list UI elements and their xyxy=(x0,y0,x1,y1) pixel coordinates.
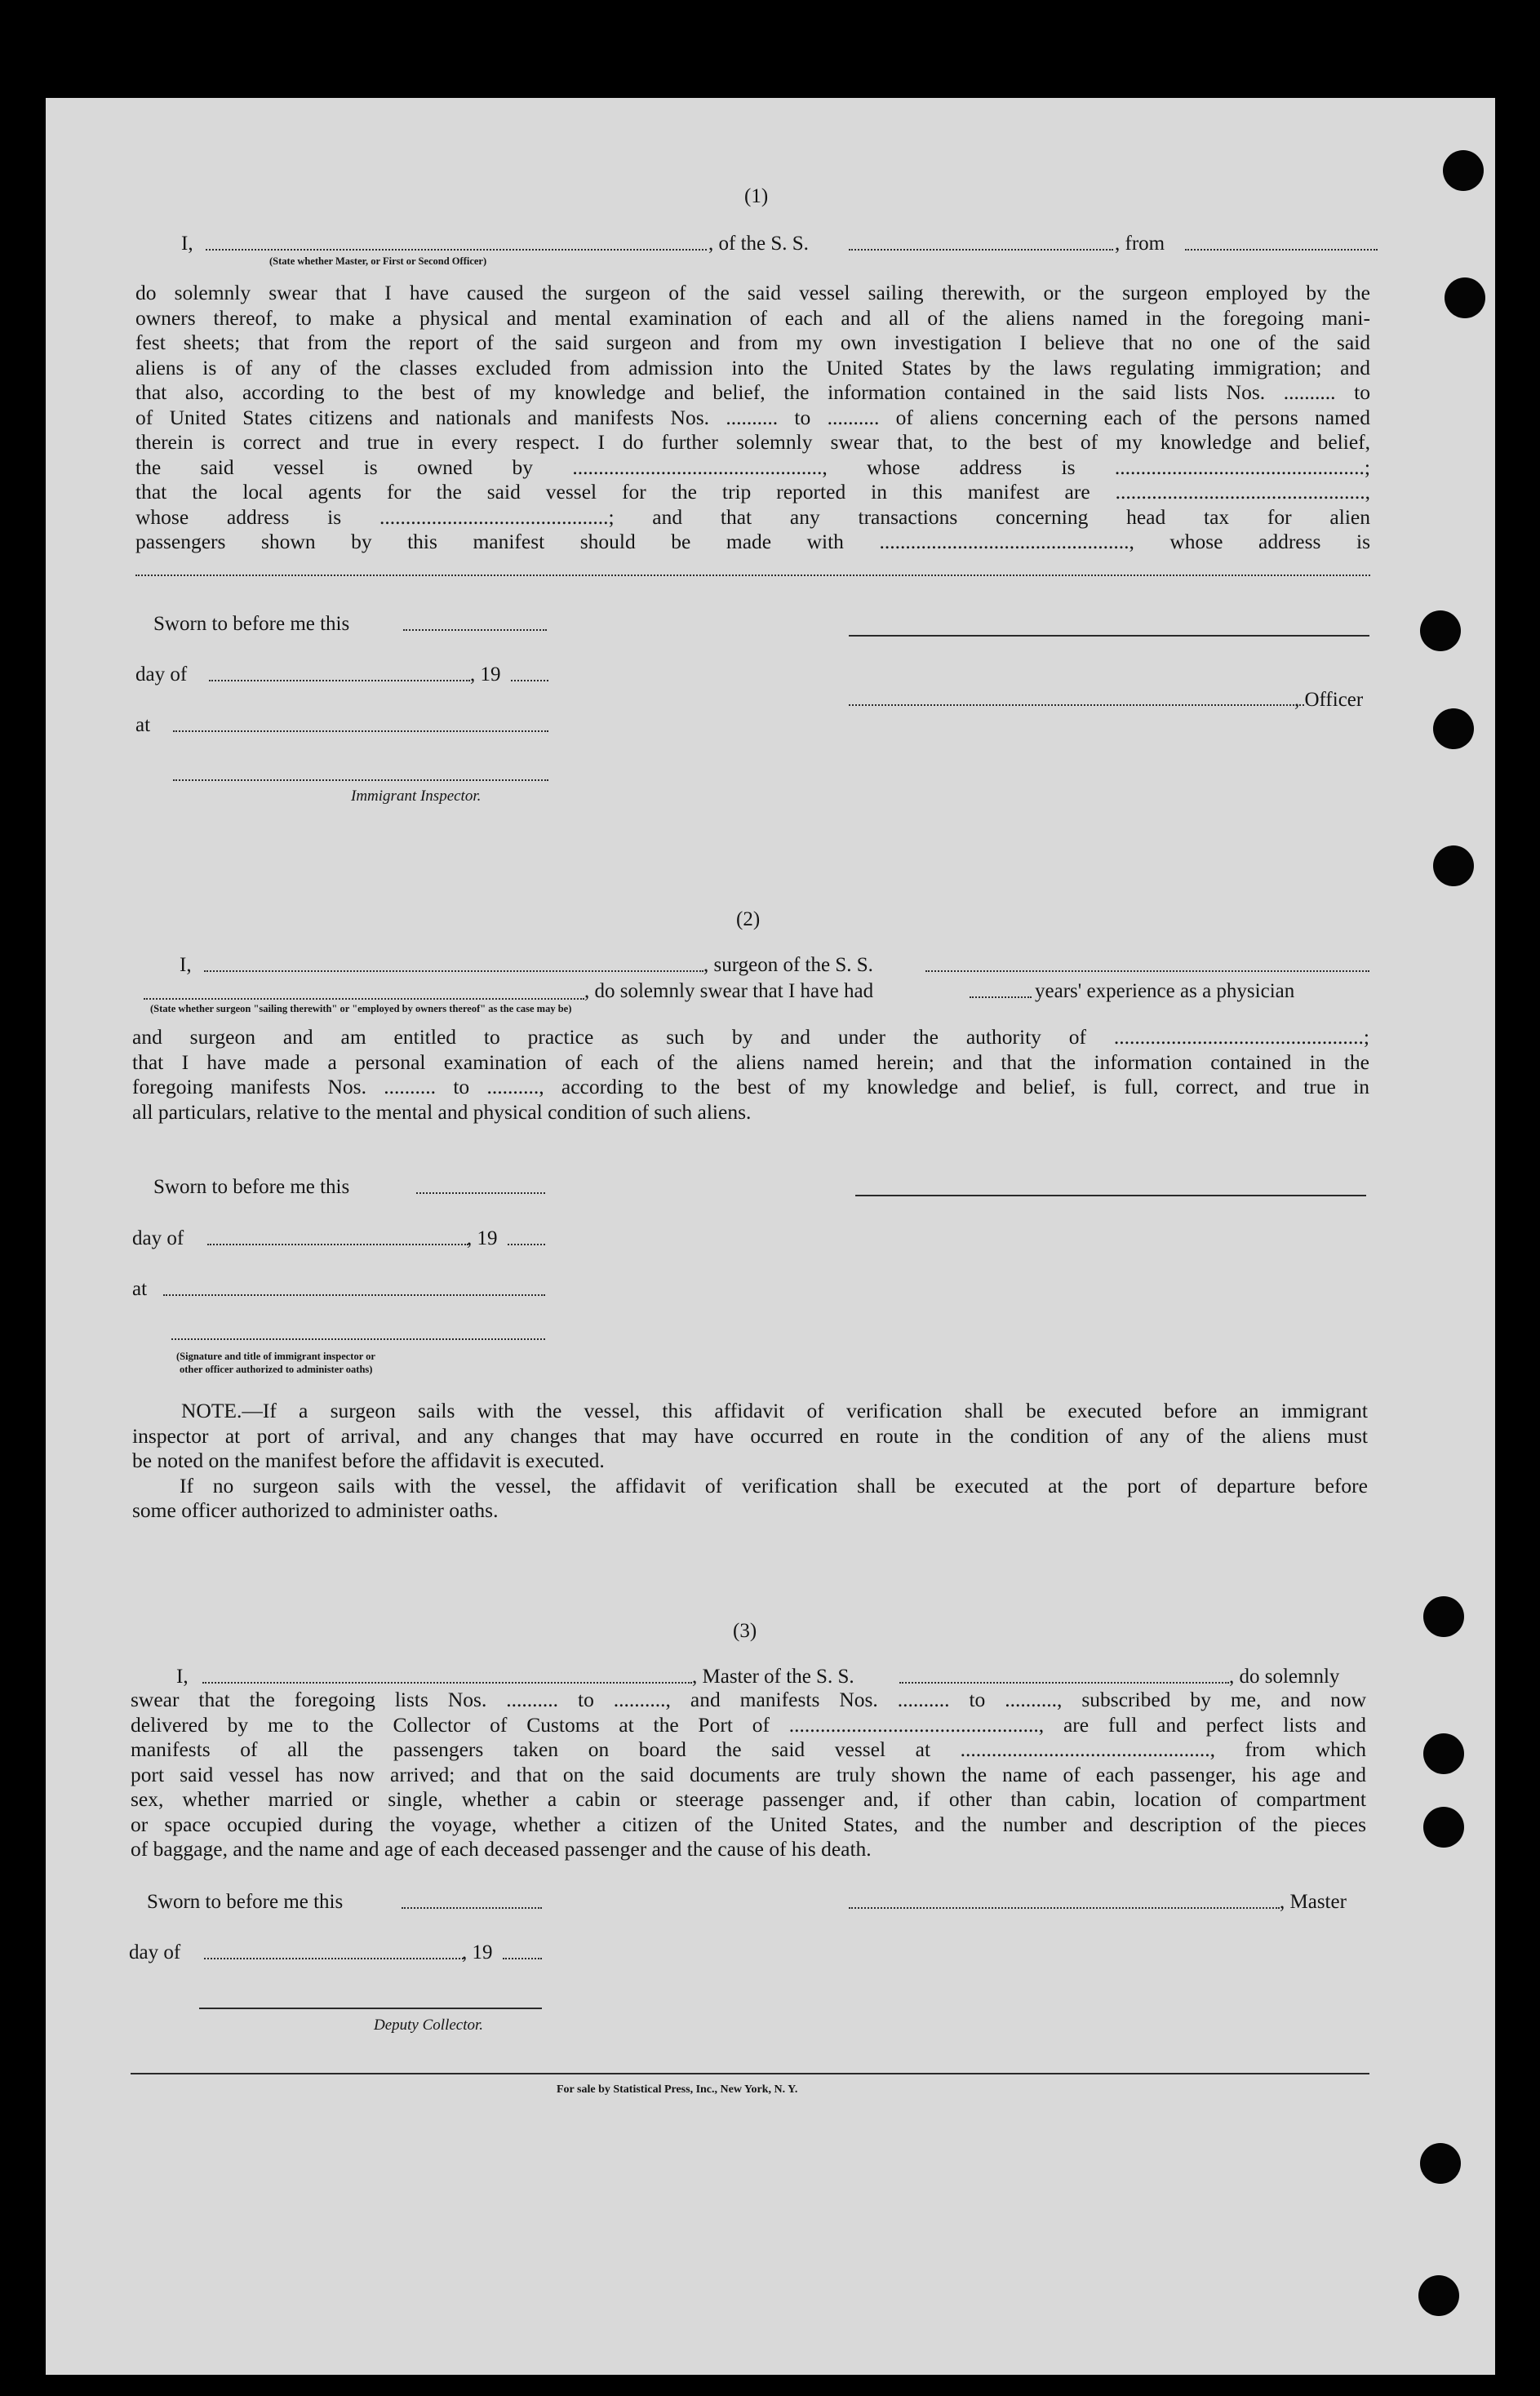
s1-at-label: at xyxy=(135,714,151,736)
s3-year-field[interactable] xyxy=(503,1958,542,1959)
s2-at-label: at xyxy=(132,1278,148,1300)
s1-para-line: that the local agents for the said vessel for the trip reported in this manifest are ................................................, xyxy=(135,480,1370,504)
s2-years-label: years' experience as a physician xyxy=(1035,980,1295,1002)
s3-para-line: delivered by me to the Collector of Customs at the Port of ................................................, are full and perfect lists and xyxy=(131,1712,1366,1737)
bleed-through-text xyxy=(620,571,632,703)
s3-master-signature-line[interactable] xyxy=(849,1907,1280,1909)
s1-para-line: of United States citizens and nationals and manifests Nos. .......... to .......... of aliens concerning each of the persons named xyxy=(135,405,1370,429)
s1-year-field[interactable] xyxy=(511,680,548,681)
s2-oath-paragraph xyxy=(132,1025,1369,1125)
s2-surgeon-signature-line[interactable] xyxy=(855,1195,1366,1196)
s1-officer-note: (State whether Master, or First or Second Officer) xyxy=(269,255,487,267)
s3-para-line: port said vessel has now arrived; and that on the said documents are truly shown the name of each passenger, his age and xyxy=(131,1762,1366,1786)
s2-note-line: be noted on the manifest before the affidavit is executed. xyxy=(132,1449,605,1472)
footer-rule xyxy=(131,2073,1369,2074)
s2-sworn-label: Sworn to before me this xyxy=(153,1176,350,1198)
s1-officer-name-field[interactable] xyxy=(206,249,707,251)
s2-para-line: all particulars, relative to the mental and physical condition of such aliens. xyxy=(132,1099,752,1124)
s3-oath-paragraph xyxy=(131,1688,1366,1862)
punch-hole xyxy=(1423,1596,1464,1637)
s3-i-label: I, xyxy=(176,1666,189,1688)
punch-hole xyxy=(1418,2275,1459,2316)
s1-sworn-date-field[interactable] xyxy=(403,629,547,631)
section-1-number: (1) xyxy=(744,185,769,207)
s1-sworn-label: Sworn to before me this xyxy=(153,613,350,635)
s2-note-paragraph xyxy=(132,1399,1368,1524)
punch-hole xyxy=(1433,708,1474,749)
s1-inspector-caption: Immigrant Inspector. xyxy=(351,788,482,805)
s3-para-line: manifests of all the passengers taken on board the said vessel at ................................................, from which xyxy=(131,1737,1366,1761)
s3-swear-label: , do solemnly xyxy=(1229,1666,1340,1688)
punch-hole xyxy=(1443,150,1484,191)
s2-swear-label: , do solemnly swear that I have had xyxy=(584,980,874,1002)
s2-i-label: I, xyxy=(180,954,192,976)
s2-surgeon-status-field[interactable] xyxy=(144,998,584,1000)
s3-deputy-signature-line[interactable] xyxy=(199,2008,542,2009)
s2-day-of-label: day of xyxy=(132,1227,184,1249)
s2-note-line: inspector at port of arrival, and any changes that may have occurred en route in the condition of any of the aliens must xyxy=(132,1423,1368,1448)
s1-officer-label: , Officer xyxy=(1294,689,1364,711)
s2-years-field[interactable] xyxy=(970,996,1032,998)
s3-master-label: , Master of the S. S. xyxy=(692,1666,854,1688)
punch-hole xyxy=(1423,1807,1464,1848)
s3-master-name-field[interactable] xyxy=(202,1682,692,1684)
s3-day-of-label: day of xyxy=(129,1941,181,1963)
s1-day-of-label: day of xyxy=(135,663,188,686)
s1-para-line: that also, according to the best of my knowledge and belief, the information contained in the said lists Nos. .......... to xyxy=(135,380,1370,404)
s2-surgeon-note: (State whether surgeon "sailing therewith" or "employed by owners thereof" as the case may be) xyxy=(150,1003,572,1014)
s2-para-line: and surgeon and am entitled to practice as such by and under the authority of ................................................; xyxy=(132,1025,1369,1049)
s2-surgeon-label: , surgeon of the S. S. xyxy=(703,954,873,976)
s3-sworn-date-field[interactable] xyxy=(402,1907,542,1909)
s1-para-line: whose address is ............................................; and that any transactions concerning head tax for alien xyxy=(135,504,1370,529)
s2-year-field[interactable] xyxy=(508,1244,545,1245)
section-3-number: (3) xyxy=(733,1620,757,1642)
s3-day-of-field[interactable] xyxy=(204,1958,464,1959)
punch-hole xyxy=(1423,1733,1464,1774)
s1-para-line: owners thereof, to make a physical and mental examination of each and all of the aliens named in the foregoing mani- xyxy=(135,305,1370,330)
s3-master-caption: , Master xyxy=(1280,1891,1347,1913)
s1-from-field[interactable] xyxy=(1185,249,1378,251)
s2-sworn-date-field[interactable] xyxy=(416,1192,545,1194)
s2-inspector-signature-line[interactable] xyxy=(171,1338,545,1340)
s3-year-label: , 19 xyxy=(462,1941,493,1963)
s2-para-line: that I have made a personal examination of each of the aliens named herein; and that the information contained in the xyxy=(132,1049,1369,1074)
punch-hole xyxy=(1420,610,1461,651)
punch-hole xyxy=(1445,277,1485,318)
s1-oath-paragraph xyxy=(135,281,1370,555)
s1-para-line: fest sheets; that from the report of the said surgeon and from my own investigation I believe that no one of the said xyxy=(135,331,1370,354)
s1-address-continuation-field[interactable] xyxy=(135,575,1370,576)
s1-para-line: the said vessel is owned by ................................................, whose address is ................................................; xyxy=(135,455,1370,479)
s2-note-line: NOTE.—If a surgeon sails with the vessel, this affidavit of verification shall be executed before an immigrant xyxy=(181,1399,1368,1422)
s3-para-line: or space occupied during the voyage, whether a citizen of the United States, and the number and description of the pieces xyxy=(131,1812,1366,1836)
s1-ship-name-field[interactable] xyxy=(849,249,1113,251)
section-2-number: (2) xyxy=(736,908,761,930)
s3-deputy-caption: Deputy Collector. xyxy=(374,2017,484,2034)
s1-ship-label: , of the S. S. xyxy=(708,233,809,255)
s1-para-line: therein is correct and true in every respect. I do further solemnly swear that, to the best of my knowledge and belief, xyxy=(135,430,1370,454)
s1-inspector-signature-line[interactable] xyxy=(173,779,548,781)
s2-at-field[interactable] xyxy=(163,1294,545,1296)
s1-at-field[interactable] xyxy=(173,730,548,732)
s3-para-line: of baggage, and the name and age of each deceased passenger and the cause of his death. xyxy=(131,1837,872,1861)
s1-para-line: aliens is of any of the classes excluded from admission into the United States by the laws regulating immigration; and xyxy=(135,355,1370,379)
s2-note-line: some officer authorized to administer oaths. xyxy=(132,1498,499,1522)
s1-from-label: , from xyxy=(1115,233,1165,255)
s3-para-line: swear that the foregoing lists Nos. .......... to .........., and manifests Nos. .......... to .........., subscribed by me, and now xyxy=(131,1688,1366,1711)
s1-day-of-field[interactable] xyxy=(209,680,470,681)
s1-i-label: I, xyxy=(181,233,193,255)
printer-credit: For sale by Statistical Press, Inc., New York, N. Y. xyxy=(557,2083,798,2096)
s3-para-line: sex, whether married or single, whether a cabin or steerage passenger and, if other than cabin, location of compartment xyxy=(131,1787,1366,1811)
s1-officer-name-line[interactable] xyxy=(849,704,1304,706)
s3-ship-name-field[interactable] xyxy=(899,1682,1229,1684)
s1-officer-signature-line[interactable] xyxy=(849,635,1369,637)
s1-para-line: passengers shown by this manifest should be made with ................................................, whose address is xyxy=(135,530,1370,553)
s2-signature-note: other officer authorized to administer oaths) xyxy=(180,1364,373,1375)
punch-hole xyxy=(1433,845,1474,886)
s2-surgeon-name-field[interactable] xyxy=(204,970,703,972)
s1-year-label: , 19 xyxy=(470,663,501,686)
s3-sworn-label: Sworn to before me this xyxy=(147,1891,344,1913)
s2-year-label: , 19 xyxy=(467,1227,498,1249)
s2-day-of-field[interactable] xyxy=(207,1244,468,1245)
punch-hole xyxy=(1420,2143,1461,2184)
s2-note-line: If no surgeon sails with the vessel, the affidavit of verification shall be executed at the port of departure before xyxy=(180,1473,1368,1498)
s2-para-line: foregoing manifests Nos. .......... to .........., according to the best of my knowledge and belief, is full, correct, and true in xyxy=(132,1075,1369,1098)
s2-ship-name-field[interactable] xyxy=(925,970,1369,972)
s2-signature-note: (Signature and title of immigrant inspector or xyxy=(176,1351,375,1362)
s1-para-line: do solemnly swear that I have caused the surgeon of the said vessel sailing therewith, or the surgeon employed by the xyxy=(135,281,1370,304)
